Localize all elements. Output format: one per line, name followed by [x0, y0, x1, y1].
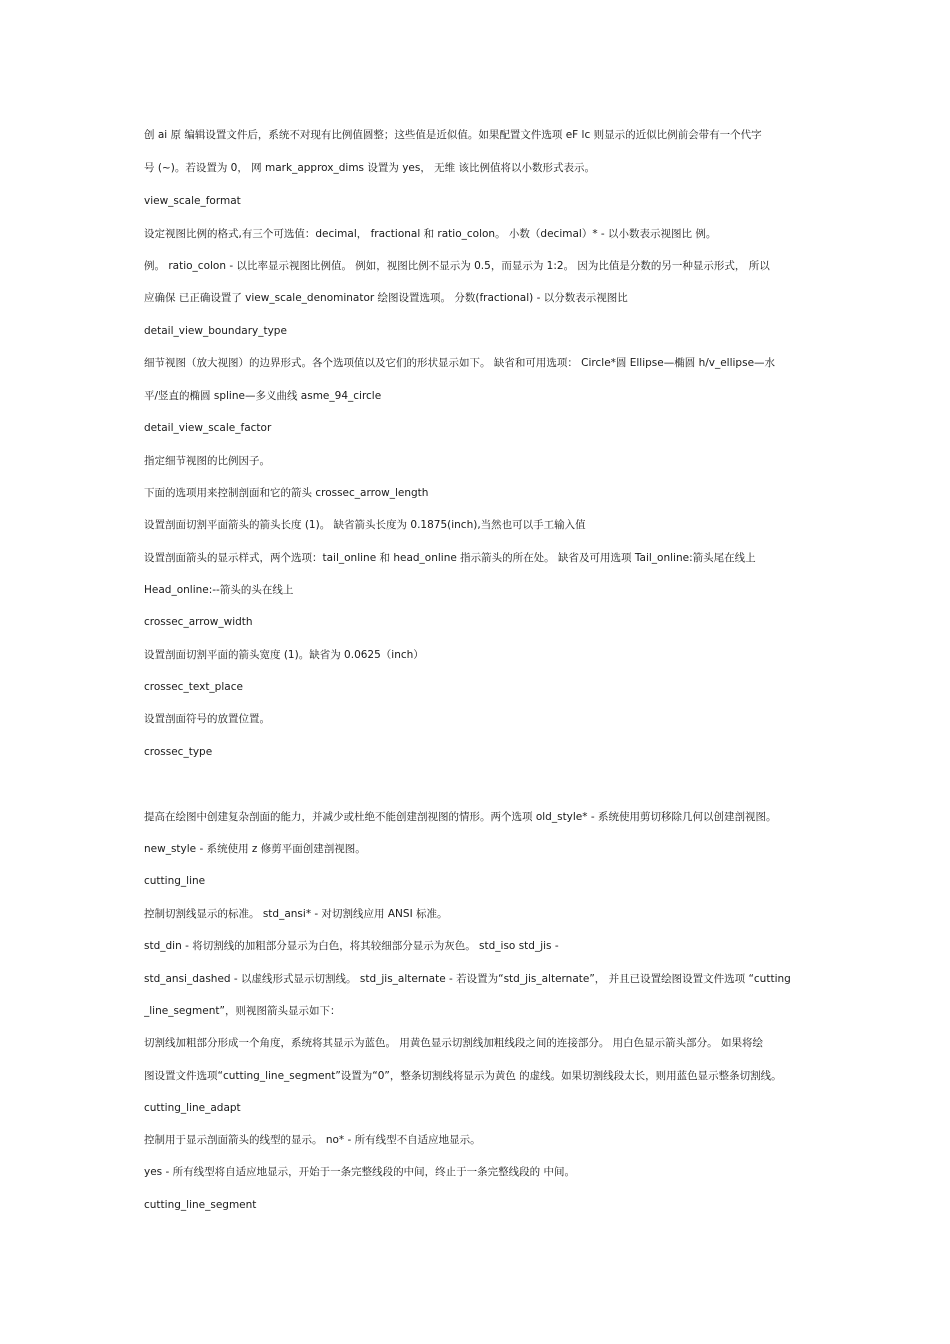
- option-heading: detail_view_boundary_type: [144, 325, 287, 337]
- text-line: 图设置文件选项“cutting_line_segment”设置为“0”，整条切割线将显示为黄色 的虚线。如果切割线段太长，则用蓝色显示整条切割线。: [144, 1070, 782, 1082]
- option-heading: crossec_text_place: [144, 681, 243, 693]
- text-line: 控制切割线显示的标准。 std_ansi* - 对切割线应用 ANSI 标准。: [144, 908, 448, 920]
- text-line: 提高在绘图中创建复杂剖面的能力，并减少或杜绝不能创建剖视图的情形。两个选项 old_style* - 系统使用剪切移除几何以创建剖视图。: [144, 811, 777, 823]
- text-line: 号 (~)。若设置为 0， 网 mark_approx_dims 设置为 yes， 无维 该比例值将以小数形式表示。: [144, 162, 596, 174]
- text-line: Head_online:--箭头的头在线上: [144, 584, 294, 596]
- text-line: std_din - 将切割线的加粗部分显示为白色，将其较细部分显示为灰色。 std_iso std_jis -: [144, 940, 559, 952]
- option-heading: cutting_line: [144, 875, 206, 887]
- option-heading: crossec_type: [144, 746, 213, 758]
- text-line: std_ansi_dashed - 以虚线形式显示切割线。 std_jis_alternate - 若设置为“std_jis_alternate”， 并且已设置绘图设置文件选项 “cutting: [144, 973, 791, 985]
- option-heading: crossec_arrow_width: [144, 616, 253, 628]
- text-line: 控制用于显示剖面箭头的线型的显示。 no* - 所有线型不自适应地显示。: [144, 1134, 481, 1146]
- text-line: yes - 所有线型将自适应地显示，开始于一条完整线段的中间，终止于一条完整线段的 中间。: [144, 1166, 575, 1178]
- text-line: 设置剖面切割平面的箭头宽度 (1)。缺省为 0.0625（inch）: [144, 649, 424, 661]
- text-line: 应确保 已正确设置了 view_scale_denominator 绘图设置选项。 分数(fractional) - 以分数表示视图比: [144, 292, 628, 304]
- option-heading: view_scale_format: [144, 195, 241, 207]
- option-heading: cutting_line_adapt: [144, 1102, 241, 1114]
- text-line: _line_segment”，则视图箭头显示如下：: [144, 1005, 341, 1017]
- text-line: 设定视图比例的格式,有三个可选值：decimal， fractional 和 ratio_colon。 小数（decimal）* - 以小数表示视图比 例。: [144, 228, 717, 240]
- text-line: 切割线加粗部分形成一个角度，系统将其显示为蓝色。 用黄色显示切割线加粗线段之间的连接部分。 用白色显示箭头部分。 如果将绘: [144, 1037, 764, 1049]
- text-line: 平/竖直的椭圆 spline—多义曲线 asme_94_circle: [144, 390, 382, 402]
- text-line: 设置剖面符号的放置位置。: [144, 713, 270, 725]
- option-heading: cutting_line_segment: [144, 1199, 257, 1211]
- text-line: 设置剖面箭头的显示样式，两个选项：tail_online 和 head_online 指示箭头的所在处。 缺省及可用选项 Tail_online:箭头尾在线上: [144, 552, 756, 564]
- text-line: 创 ai 原 编辑设置文件后，系统不对现有比例值圆整；这些值是近似值。如果配置文件选项 eF lc 则显示的近似比例前会带有一个代字: [144, 129, 762, 141]
- text-line: 指定细节视图的比例因子。: [144, 455, 270, 467]
- text-line: 例。 ratio_colon - 以比率显示视图比例值。 例如，视图比例不显示为 0.5，而显示为 1:2。 因为比值是分数的另一种显示形式， 所以: [144, 260, 770, 272]
- text-line: new_style - 系统使用 z 修剪平面创建剖视图。: [144, 843, 366, 855]
- text-line: 细节视图（放大视图）的边界形式。各个选项值以及它们的形状显示如下。 缺省和可用选项： Circle*圆 Ellipse—椭圆 h/v_ellipse—水: [144, 357, 776, 369]
- option-heading: detail_view_scale_factor: [144, 422, 272, 434]
- text-line: 下面的选项用来控制剖面和它的箭头 crossec_arrow_length: [144, 487, 429, 499]
- text-line: 设置剖面切割平面箭头的箭头长度 (1)。 缺省箭头长度为 0.1875(inch),当然也可以手工输入值: [144, 519, 586, 531]
